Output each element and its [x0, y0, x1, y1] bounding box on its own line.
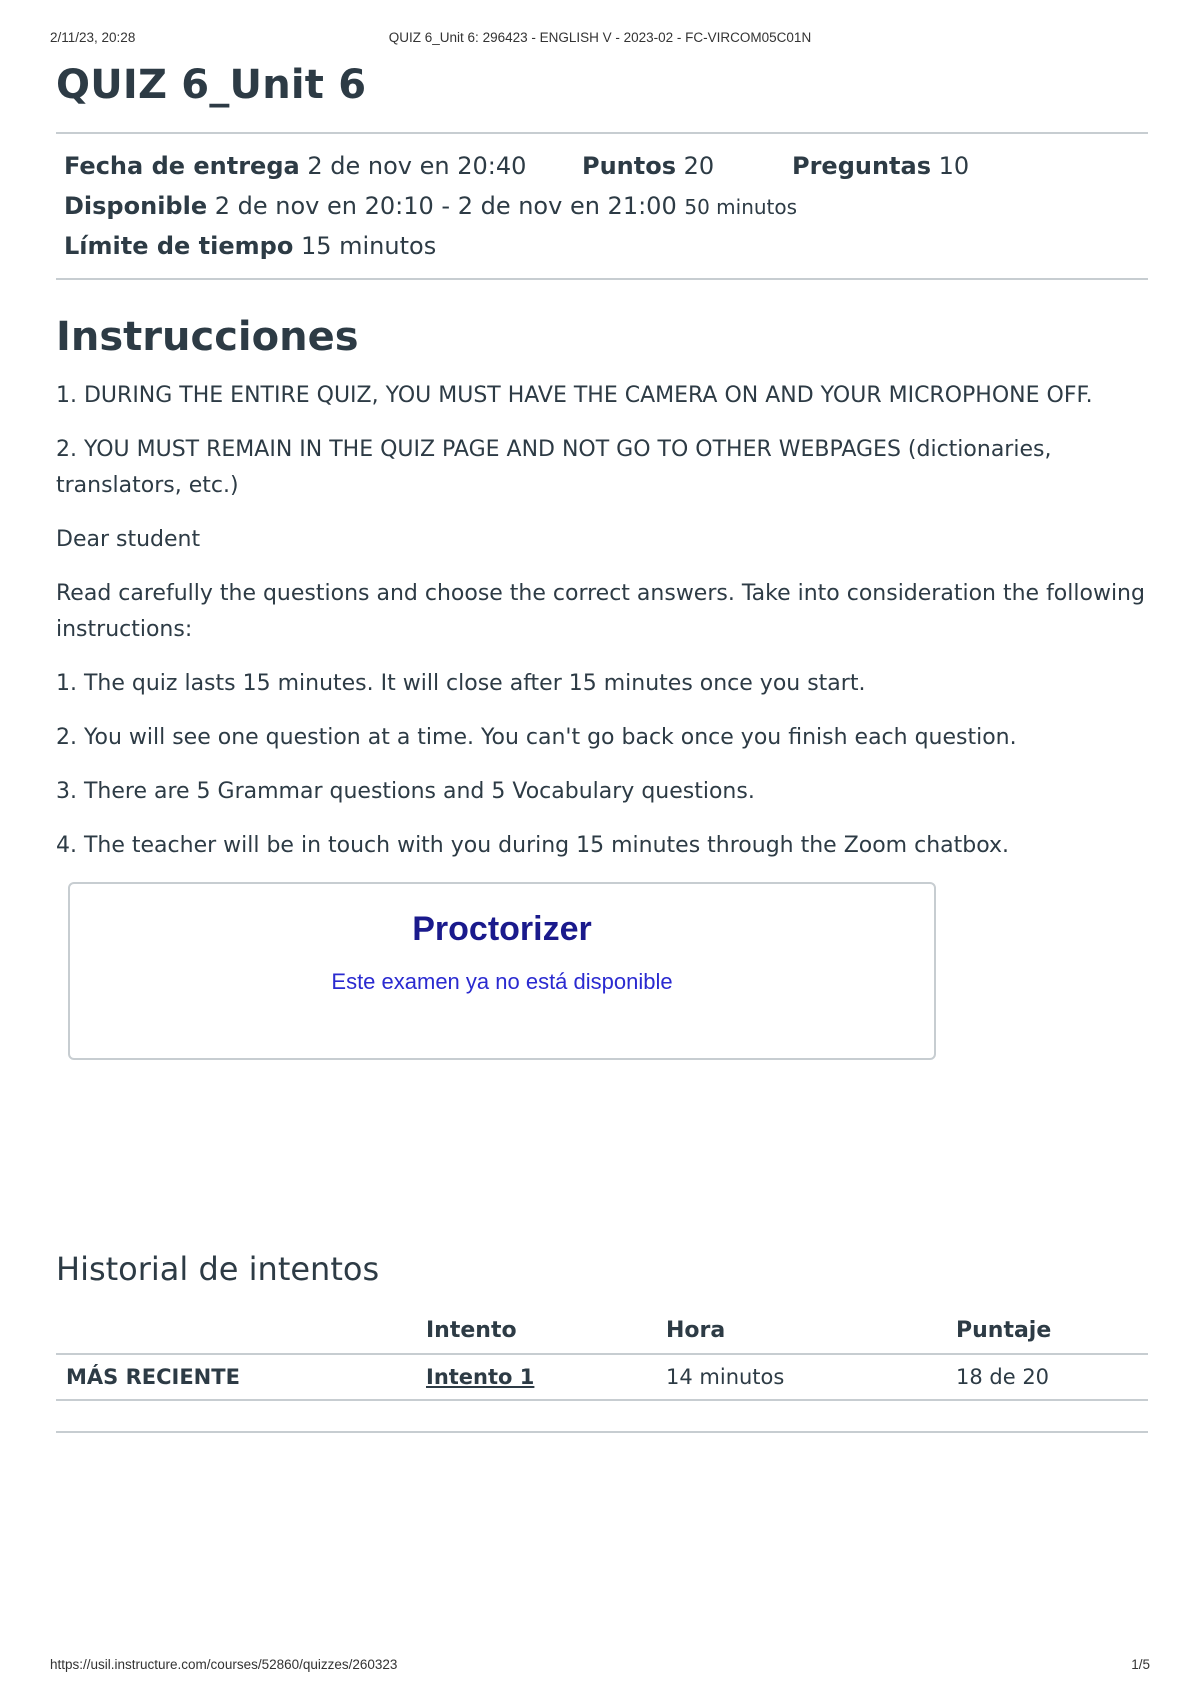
proctorizer-panel	[68, 882, 936, 1060]
table-row	[56, 1354, 1148, 1400]
divider	[56, 278, 1148, 280]
main-content	[56, 62, 1148, 1441]
page-title: QUIZ 6_Unit 6	[56, 62, 367, 108]
print-url: https://usil.instructure.com/courses/52860/quizzes/260323	[50, 1657, 398, 1672]
print-header	[50, 30, 1150, 46]
instructions-body	[56, 378, 1148, 864]
print-document-title: QUIZ 6_Unit 6: 296423 - ENGLISH V - 2023-02 - FC-VIRCOM05C01N	[388, 30, 812, 45]
instruction-paragraph: 1. DURING THE ENTIRE QUIZ, YOU MUST HAVE THE CAMERA ON AND YOUR MICROPHONE OFF.	[56, 383, 1093, 408]
instruction-paragraph: 3. There are 5 Grammar questions and 5 Vocabulary questions.	[56, 779, 755, 804]
instruction-paragraph: Dear student	[56, 527, 201, 552]
details-row-available	[64, 186, 1140, 226]
points-label: Puntos	[582, 152, 677, 180]
time-limit-label: Límite de tiempo	[64, 232, 294, 260]
attempt-score: 18 de 20	[946, 1354, 1148, 1400]
attempt-cell	[416, 1354, 656, 1400]
attempt-time: 14 minutos	[656, 1354, 946, 1400]
column-header-attempt: Intento	[416, 1308, 656, 1354]
due-label: Fecha de entrega	[64, 152, 300, 180]
attempt-history-heading: Historial de intentos	[56, 1250, 380, 1288]
divider	[56, 1431, 1148, 1433]
available-label: Disponible	[64, 192, 208, 220]
details-row-due	[64, 146, 1140, 186]
instruction-paragraph: 1. The quiz lasts 15 minutes. It will close after 15 minutes once you start.	[56, 671, 866, 696]
attempt-status: MÁS RECIENTE	[56, 1354, 416, 1400]
attempt-link[interactable]: Intento 1	[426, 1365, 535, 1389]
column-header-blank	[56, 1308, 416, 1354]
due-value: 2 de nov en 20:40	[307, 152, 527, 180]
available-value: 2 de nov en 20:10 - 2 de nov en 21:00	[214, 192, 677, 220]
instructions-heading: Instrucciones	[56, 314, 359, 360]
questions-label: Preguntas	[792, 152, 932, 180]
available-duration: 50 minutos	[684, 195, 798, 219]
proctorizer-message: Este examen ya no está disponible	[331, 969, 673, 994]
page-number: 1/5	[1131, 1657, 1150, 1672]
instruction-paragraph: Read carefully the questions and choose the correct answers. Take into consideration the following instructions:	[56, 581, 1145, 642]
quiz-details	[56, 134, 1148, 278]
instruction-paragraph: 2. YOU MUST REMAIN IN THE QUIZ PAGE AND NOT GO TO OTHER WEBPAGES (dictionaries, translators, etc.)	[56, 437, 1052, 498]
print-date: 2/11/23, 20:28	[50, 30, 136, 45]
details-row-time-limit	[64, 226, 1140, 266]
table-header-row	[56, 1308, 1148, 1354]
questions-value: 10	[938, 152, 970, 180]
proctorizer-title: Proctorizer	[412, 910, 592, 948]
attempt-history-table	[56, 1308, 1148, 1401]
column-header-score: Puntaje	[946, 1308, 1148, 1354]
column-header-time: Hora	[656, 1308, 946, 1354]
instruction-paragraph: 4. The teacher will be in touch with you during 15 minutes through the Zoom chatbox.	[56, 833, 1010, 858]
print-footer	[50, 1657, 1150, 1673]
points-value: 20	[683, 152, 715, 180]
time-limit-value: 15 minutos	[300, 232, 437, 260]
instruction-paragraph: 2. You will see one question at a time. You can't go back once you finish each question.	[56, 725, 1017, 750]
